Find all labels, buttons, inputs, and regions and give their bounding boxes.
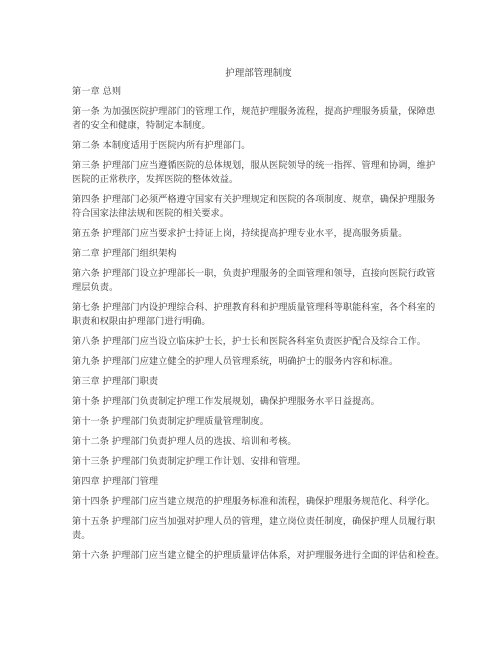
- paragraph: [72, 549, 445, 563]
- document-body: [72, 85, 445, 563]
- paragraph: [72, 267, 445, 295]
- paragraph: [72, 415, 445, 429]
- paragraph-line: 第十五条 护理部门应当加强对护理人员的管理，建立岗位责任制度，确保护理人员履行职: [72, 516, 436, 527]
- paragraph-line: 第十四条 护理部门应当建立规范的护理服务标准和流程，确保护理服务规范化、科学化。: [72, 496, 436, 507]
- document-title: 护理部管理制度: [225, 68, 292, 79]
- paragraph: [72, 85, 445, 99]
- paragraph: [72, 455, 445, 469]
- paragraph: [72, 395, 445, 409]
- paragraph: [72, 475, 445, 489]
- paragraph: [72, 193, 445, 221]
- paragraph: [72, 515, 445, 543]
- paragraph: [72, 495, 445, 509]
- paragraph-line: 第十六条 护理部门应当建立健全的护理质量评估体系，对护理服务进行全面的评估和检查。: [72, 550, 445, 561]
- paragraph: [72, 139, 445, 153]
- paragraph-line: 医院的正常秩序，发挥医院的整体效益。: [72, 174, 239, 185]
- paragraph-line: 符合国家法律法规和医院的相关要求。: [72, 208, 230, 219]
- paragraph-line: 第四条 护理部门必须严格遵守国家有关护理规定和医院的各项制度、规章，确保护理服务: [72, 194, 436, 205]
- paragraph-line: 第四章 护理部门管理: [72, 476, 159, 487]
- paragraph: [72, 335, 445, 349]
- paragraph: [72, 247, 445, 261]
- paragraph-line: 第三条 护理部门应当遵循医院的总体规划，服从医院领导的统一指挥、管理和协调，维护: [72, 160, 436, 171]
- paragraph-line: 者的安全和健康，特制定本制度。: [72, 120, 211, 131]
- paragraph-line: 职责和权限由护理部门进行明确。: [72, 316, 211, 327]
- paragraph-line: 第一条 为加强医院护理部门的管理工作，规范护理服务流程，提高护理服务质量，保障患: [72, 106, 436, 117]
- paragraph: [72, 227, 445, 241]
- paragraph-line: 第九条 护理部门应建立健全的护理人员管理系统，明确护士的服务内容和标准。: [72, 356, 399, 367]
- paragraph-line: 第二条 本制度适用于医院内所有护理部门。: [72, 140, 251, 151]
- paragraph-line: 第六条 护理部门设立护理部长一职，负责护理服务的全面管理和领导，直接向医院行政管: [72, 268, 436, 279]
- paragraph-line: 第五条 护理部门应当要求护士持证上岗，持续提高护理专业水平，提高服务质量。: [72, 228, 408, 239]
- paragraph-line: 第十二条 护理部门负责护理人员的选拔、培训和考核。: [72, 436, 297, 447]
- paragraph-line: 理层负责。: [72, 282, 119, 293]
- paragraph-line: 第七条 护理部门内设护理综合科、护理教育科和护理质量管理科等职能科室，各个科室的: [72, 302, 436, 313]
- paragraph: [72, 435, 445, 449]
- paragraph: [72, 301, 445, 329]
- paragraph: [72, 159, 445, 187]
- paragraph: [72, 355, 445, 369]
- paragraph-line: 责。: [72, 530, 91, 541]
- paragraph-line: 第二章 护理部门组织架构: [72, 248, 177, 259]
- paragraph: [72, 375, 445, 389]
- paragraph-line: 第八条 护理部门应当设立临床护士长，护士长和医院各科室负责医护配合及综合工作。: [72, 336, 426, 347]
- paragraph-line: 第三章 护理部门职责: [72, 376, 159, 387]
- paragraph-line: 第十条 护理部门负责制定护理工作发展规划，确保护理服务水平日益提高。: [72, 396, 380, 407]
- paragraph-line: 第一章 总则: [72, 86, 122, 97]
- paragraph-line: 第十一条 护理部门负责制定护理质量管理制度。: [72, 416, 269, 427]
- paragraph-line: 第十三条 护理部门负责制定护理工作计划、安排和管理。: [72, 456, 306, 467]
- paragraph: [72, 105, 445, 133]
